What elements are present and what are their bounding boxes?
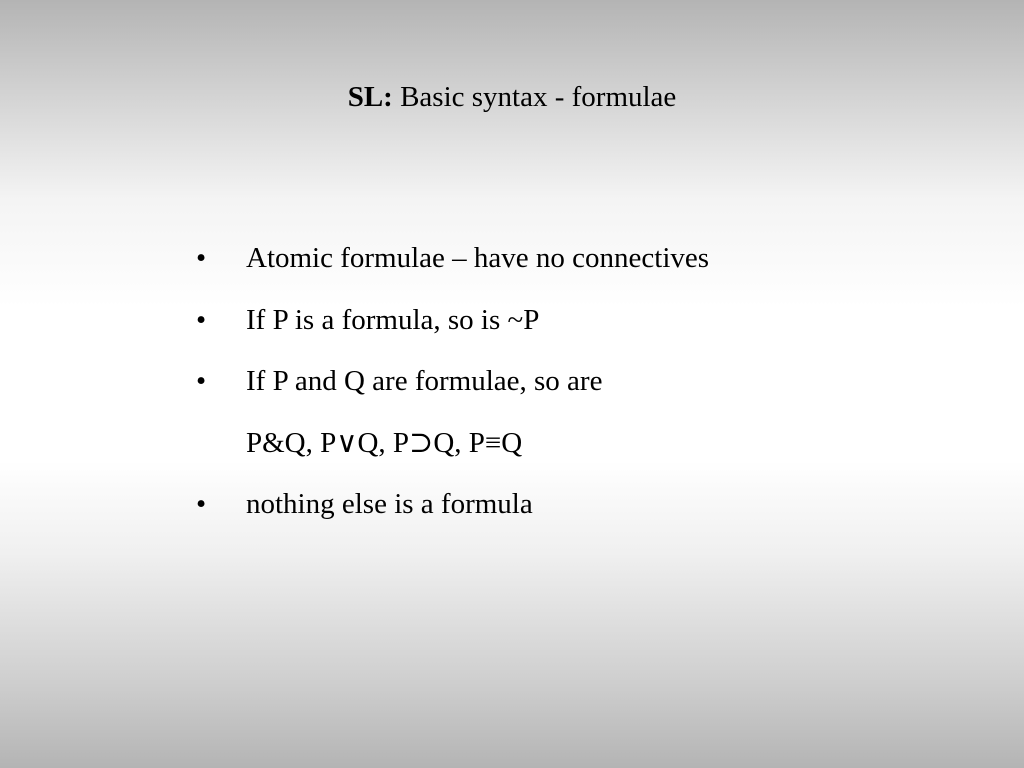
bullet-continuation: P&Q, P∨Q, P⊃Q, P≡Q (246, 426, 523, 459)
slide-title (0, 78, 1024, 116)
bullet-text: If P and Q are formulae, so are (246, 365, 603, 397)
bullet-item-closure (196, 484, 996, 546)
title-text: Basic syntax - formulae (392, 81, 677, 113)
bullet-text: nothing else is a formula (246, 488, 533, 520)
bullet-text: If P is a formula, so is ~P (246, 303, 540, 336)
bullet-text: Atomic formulae – have no connectives (246, 242, 710, 274)
bullet-marker: • (196, 242, 207, 274)
bullet-list (196, 238, 996, 546)
title-prefix: SL: (347, 81, 393, 113)
bullet-marker: • (196, 488, 207, 520)
bullet-marker: • (196, 365, 207, 397)
bullet-item-binary (196, 361, 996, 484)
bullet-item-atomic (196, 238, 996, 300)
bullet-item-negation (196, 300, 996, 362)
bullet-marker: • (196, 303, 207, 336)
